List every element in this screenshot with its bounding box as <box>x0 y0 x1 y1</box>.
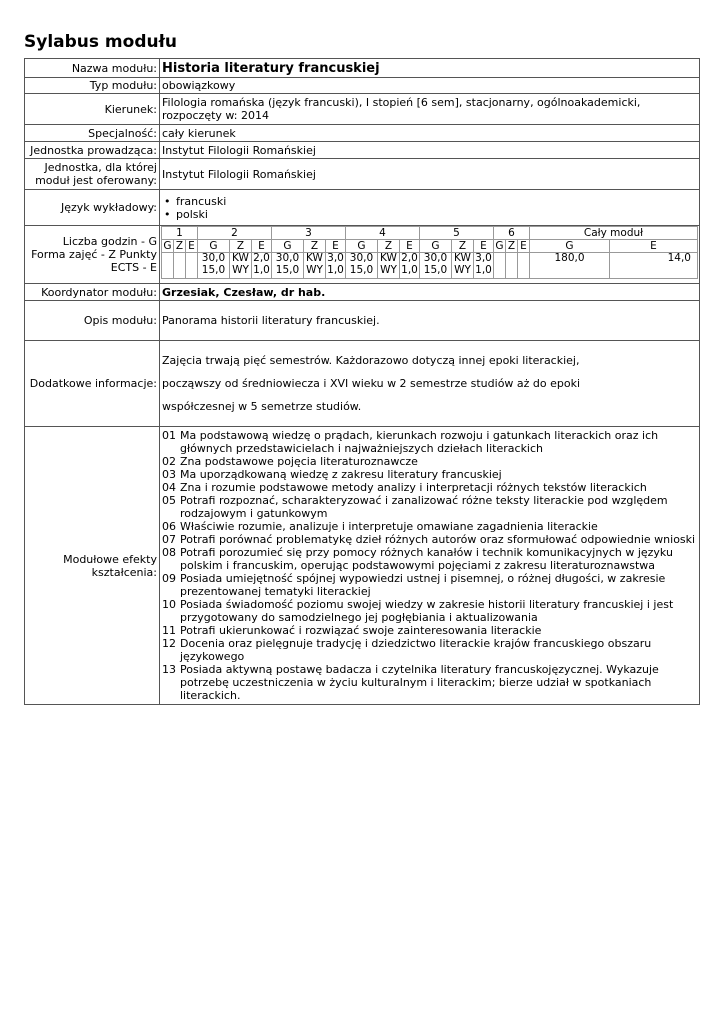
sem-2-hours: 30,0 15,0 <box>198 253 230 279</box>
row-specjalnosc <box>25 125 700 142</box>
sem-5-hours: 30,0 15,0 <box>420 253 452 279</box>
module-type: obowiązkowy <box>160 78 700 94</box>
row-jednostka-ofer <box>25 159 700 190</box>
list-item: 13 Posiada aktywną postawę badacza i czytelnika literatury francuskojęzycznej. Wykazuje potrzebę uczestniczenia w życiu kulturalnym i literackim; bierze udział w spotkaniach literackich. <box>162 663 659 702</box>
language-item: • polski <box>176 208 697 221</box>
description: Panorama historii literatury francuskiej. <box>160 301 700 341</box>
learning-outcomes <box>160 427 700 705</box>
sub-g: G <box>163 240 172 252</box>
total-ects: 14,0 <box>610 253 698 279</box>
sem-4-ects: 2,0 1,0 <box>400 253 420 279</box>
unit: Instytut Filologii Romańskiej <box>160 142 700 159</box>
subheader-row <box>162 240 698 253</box>
sub-e: E <box>518 240 530 253</box>
row-dodatkowe <box>25 341 700 427</box>
label-jednostka-ofer: Jednostka, dla której moduł jest oferowany: <box>25 159 160 190</box>
row-typ <box>25 78 700 94</box>
sub-z: Z <box>174 240 186 253</box>
list-item: 02 Zna podstawowe pojęcia literaturoznawcze <box>162 455 418 468</box>
field-of-study: Filologia romańska (język francuski), I stopień [6 sem], stacjonarny, ogólnoakademicki, rozpoczęty w: 2014 <box>160 94 700 125</box>
label-godziny: Liczba godzin - G Forma zajęć - Z Punkty ECTS - E <box>25 226 160 284</box>
sem-4-forms: KW WY <box>378 253 400 279</box>
sem-1-header: 1 <box>162 227 198 240</box>
sub-g: G <box>495 240 504 252</box>
list-item: 08 Potrafi porozumieć się przy pomocy różnych kanałów i technik komunikacyjnych w języku polskim i francuskim, operując podstawowymi pojęciami z zakresu literaturoznawstwa <box>162 546 673 572</box>
sem-2-header: 2 <box>198 227 272 240</box>
coordinator: Grzesiak, Czesław, dr hab. <box>160 284 700 301</box>
sem-2-ects: 2,0 1,0 <box>252 253 272 279</box>
sem-5-ects: 3,0 1,0 <box>474 253 494 279</box>
list-item: 11 Potrafi ukierunkować i rozwiązać swoje zainteresowania literackie <box>162 624 542 637</box>
sub-z: Z <box>230 240 252 253</box>
label-koordynator: Koordynator modułu: <box>25 284 160 301</box>
list-item: 09 Posiada umiejętność spójnej wypowiedzi ustnej i pisemnej, o różnej długości, w zakresie prezentowanej tematyki literackiej <box>162 572 666 598</box>
sub-e: E <box>610 240 698 253</box>
label-typ: Typ modułu: <box>25 78 160 94</box>
row-efekty <box>25 427 700 705</box>
language-item: • francuski <box>176 195 697 208</box>
row-jezyk <box>25 190 700 226</box>
sem-5-header: 5 <box>420 227 494 240</box>
label-dodatkowe: Dodatkowe informacje: <box>25 341 160 427</box>
hours-table <box>161 226 698 279</box>
specialty: cały kierunek <box>160 125 700 142</box>
sub-e: E <box>326 240 346 253</box>
total-hours: 180,0 <box>530 253 610 279</box>
label-opis: Opis modułu: <box>25 301 160 341</box>
label-specjalnosc: Specjalność: <box>25 125 160 142</box>
label-kierunek: Kierunek: <box>25 94 160 125</box>
row-opis <box>25 301 700 341</box>
list-item: 03 Ma uporządkowaną wiedzę z zakresu literatury francuskiej <box>162 468 502 481</box>
info-line: współczesnej w 5 semetrze studiów. <box>162 400 362 413</box>
languages <box>160 190 700 226</box>
total-header: Cały moduł <box>530 227 698 240</box>
sem-5-forms: KW WY <box>452 253 474 279</box>
label-nazwa: Nazwa modułu: <box>25 59 160 78</box>
page-title: Sylabus modułu <box>24 32 178 52</box>
sub-e: E <box>474 240 494 253</box>
sem-3-hours: 30,0 15,0 <box>272 253 304 279</box>
sub-e: E <box>186 240 198 253</box>
hours-cell <box>160 226 700 284</box>
list-item: 06 Właściwie rozumie, analizuje i interpretuje omawiane zagadnienia literackie <box>162 520 598 533</box>
sem-4-header: 4 <box>346 227 420 240</box>
values-row <box>162 253 698 279</box>
row-jednostka <box>25 142 700 159</box>
list-item: 10 Posiada świadomość poziomu swojej wiedzy w zakresie historii literatury francuskiej i jest przygotowany do samodzielnego jej pogłębiania i aktualizowania <box>162 598 674 624</box>
additional-info <box>160 341 700 427</box>
list-item: 12 Docenia oraz pielęgnuje tradycję i dziedzictwo literackie krajów francuskiego obszaru językowego <box>162 637 652 663</box>
sub-e: E <box>252 240 272 253</box>
sem-2-forms: KW WY <box>230 253 252 279</box>
syllabus-table <box>24 58 700 705</box>
label-jezyk: Język wykładowy: <box>25 190 160 226</box>
sub-g: G <box>272 240 304 253</box>
label-jednostka: Jednostka prowadząca: <box>25 142 160 159</box>
module-name: Historia literatury francuskiej <box>160 59 700 78</box>
sub-z: Z <box>378 240 400 253</box>
list-item: 07 Potrafi porównać problematykę dzieł różnych autorów oraz sformułować odpowiednie wnioski <box>162 533 696 546</box>
sem-3-forms: KW WY <box>304 253 326 279</box>
sub-e: E <box>400 240 420 253</box>
list-item: 04 Zna i rozumie podstawowe metody analizy i interpretacji różnych tekstów literackich <box>162 481 647 494</box>
info-line: począwszy od średniowiecza i XVI wieku w 2 semestrze studiów aż do epoki <box>162 377 581 390</box>
info-line: Zajęcia trwają pięć semestrów. Każdorazowo dotyczą innej epoki literackiej, <box>162 354 580 367</box>
list-item: 05 Potrafi rozpoznać, scharakteryzować i zanalizować różne teksty literackie pod względem rodzajowym i gatunkowym <box>162 494 668 520</box>
row-godziny <box>25 226 700 284</box>
offering-unit: Instytut Filologii Romańskiej <box>160 159 700 190</box>
sub-g: G <box>530 240 610 253</box>
sub-g: G <box>346 240 378 253</box>
row-kierunek <box>25 94 700 125</box>
sem-4-hours: 30,0 15,0 <box>346 253 378 279</box>
sem-6-header: 6 <box>494 227 530 240</box>
semester-header-row <box>162 227 698 240</box>
label-efekty: Modułowe efekty kształcenia: <box>25 427 160 705</box>
list-item: 01 Ma podstawową wiedzę o prądach, kierunkach rozwoju i gatunkach literackich oraz ich głównych przedstawicielach i najważniejszych dziełach literackich <box>162 429 659 455</box>
row-nazwa <box>25 59 700 78</box>
sem-3-header: 3 <box>272 227 346 240</box>
row-koordynator <box>25 284 700 301</box>
sub-z: Z <box>506 240 518 253</box>
sem-3-ects: 3,0 1,0 <box>326 253 346 279</box>
sub-g: G <box>198 240 230 253</box>
sub-g: G <box>420 240 452 253</box>
sub-z: Z <box>452 240 474 253</box>
sub-z: Z <box>304 240 326 253</box>
